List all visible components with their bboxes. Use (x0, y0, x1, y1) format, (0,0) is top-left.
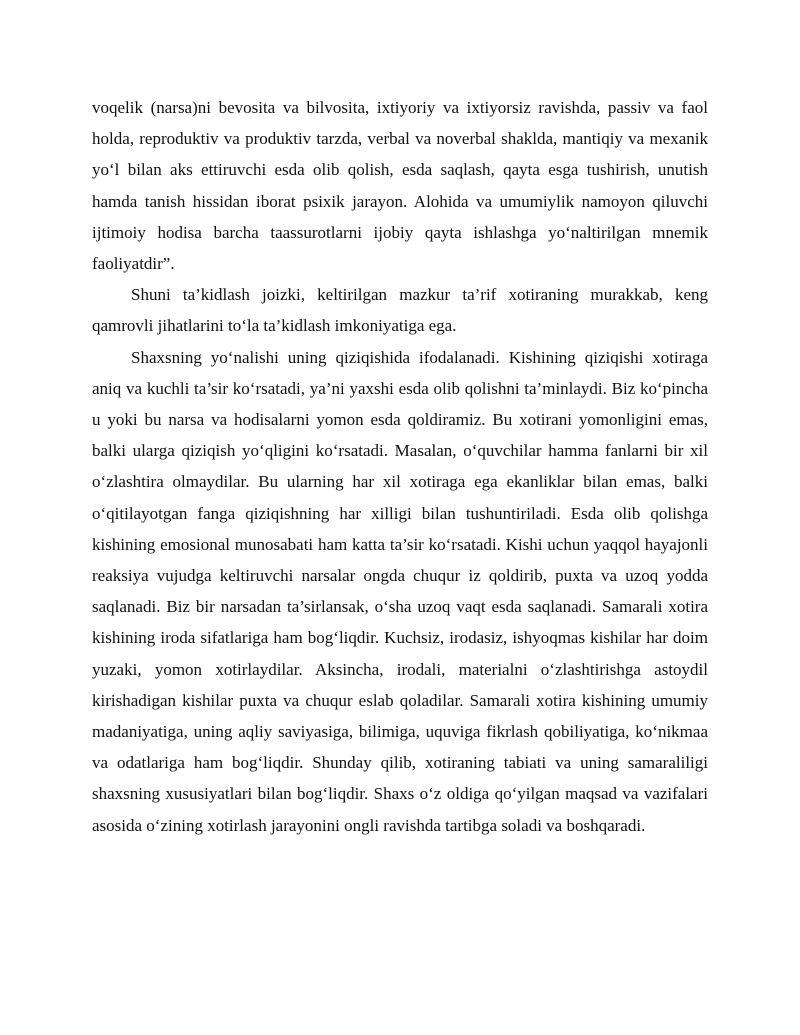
paragraph-definition-note: Shuni ta’kidlash joizki, keltirilgan mazkur ta’rif xotiraning murakkab, keng qamrovli jihatlarini to‘la ta’kidlash imkoniyatiga ega. (92, 285, 708, 336)
document-page (92, 92, 708, 841)
paragraph-continued: voqelik (narsa)ni bevosita va bilvosita, ixtiyoriy va ixtiyorsiz ravishda, passiv va faol holda, reproduktiv va produktiv tarzda, verbal va noverbal shaklda, mantiqiy va mexanik yo‘l bilan aks ettiruvchi esda olib qolish, esda saqlash, qayta esga tushirish, unutish hamda tanish hissidan iborat psixik jarayon. Alohida va umumiylik namoyon qiluvchi ijtimoiy hodisa barcha taassurotlarni ijobiy qayta ishlashga yo‘naltirilgan mnemik faoliyatdir”. (92, 98, 708, 274)
paragraph-personality-memory: Shaxsning yo‘nalishi uning qiziqishida ifodalanadi. Kishining qiziqishi xotiraga aniq va kuchli ta’sir ko‘rsatadi, ya’ni yaxshi esda olib qolishni ta’minlaydi. Biz ko‘pincha u yoki bu narsa va hodisalarni yomon esda qoldiramiz. Bu xotirani yomonligini emas, balki ularga qiziqish yo‘qligini ko‘rsatadi. Masalan, o‘quvchilar hamma fanlarni bir xil o‘zlashtira olmaydilar. Bu ularning har xil xotiraga ega ekanliklar bilan emas, balki o‘qitilayotgan fanga qiziqishning har xilligi bilan tushuntiriladi. Esda olib qolishga kishining emosional munosabati ham katta ta’sir ko‘rsatadi. Kishi uchun yaqqol hayajonli reaksiya vujudga keltiruvchi narsalar ongda chuqur iz qoldirib, puxta va uzoq yodda saqlanadi. Biz bir narsadan ta’sirlansak, o‘sha uzoq vaqt esda saqlanadi. Samarali xotira kishining iroda sifatlariga ham bog‘liqdir. Kuchsiz, irodasiz, ishyoqmas kishilar har doim yuzaki, yomon xotirlaydilar. Aksincha, irodali, materialni o‘zlashtirishga astoydil kirishadigan kishilar puxta va chuqur eslab qoladilar. Samarali xotira kishining umumiy madaniyatiga, uning aqliy saviyasiga, bilimiga, uquviga fikrlash qobiliyatiga, ko‘nikmaa va odatlariga ham bog‘liqdir. Shunday qilib, xotiraning tabiati va uning samaraliligi shaxsning xususiyatlari bilan bog‘liqdir. Shaxs o‘z oldiga qo‘yilgan maqsad va vazifalari asosida o‘zining xotirlash jarayonini ongli ravishda tartibga soladi va boshqaradi. (92, 347, 708, 835)
